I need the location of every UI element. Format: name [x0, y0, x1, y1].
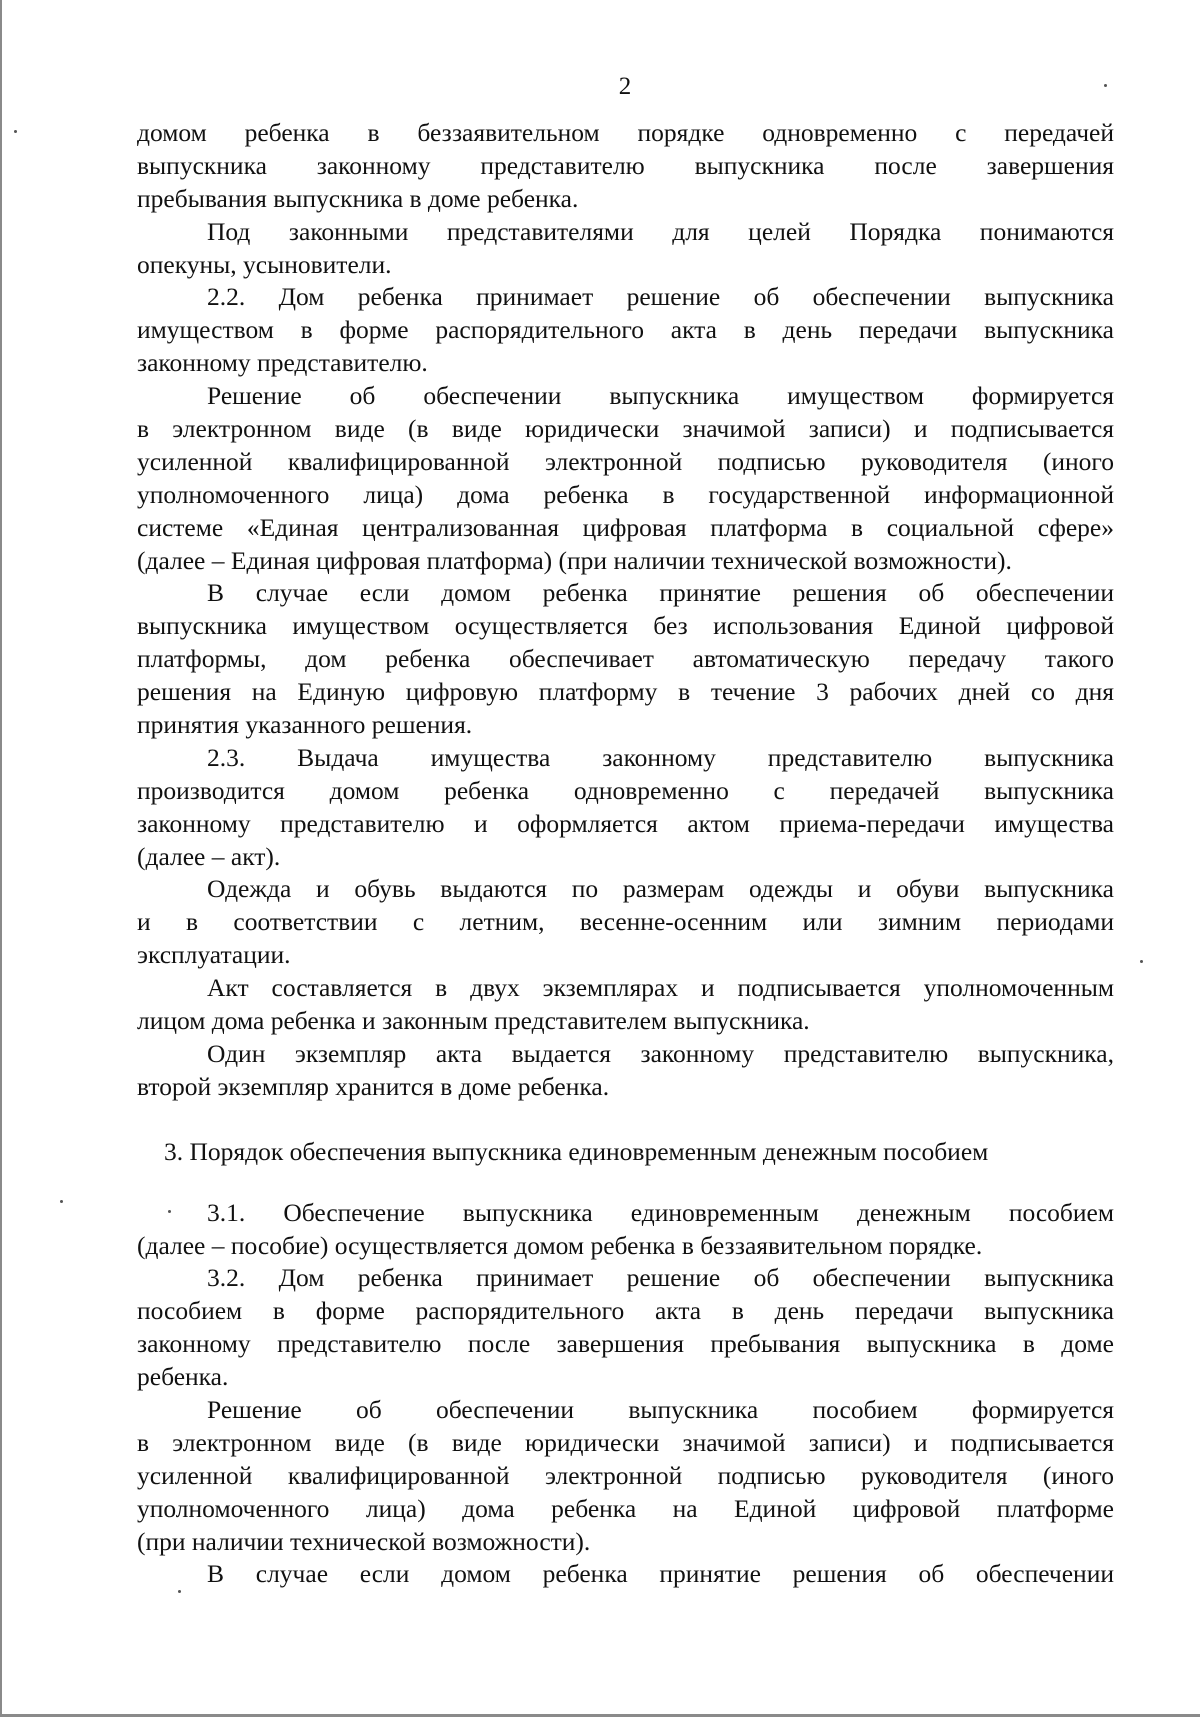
- paragraph: [137, 577, 1114, 741]
- text-line: ребенка.: [137, 1362, 229, 1392]
- text-line: платформы, дом ребенка обеспечивает автоматическую передачу такого: [137, 644, 1114, 674]
- text-line: имуществом в форме распорядительного акта в день передачи выпускника: [137, 315, 1114, 345]
- paragraph: [137, 1558, 1114, 1591]
- text-line: законному представителю после завершения пребывания выпускника в доме: [137, 1329, 1114, 1359]
- text-line: 3.2. Дом ребенка принимает решение об обеспечении выпускника: [207, 1263, 1114, 1293]
- text-line: выпускника имуществом осуществляется без использования Единой цифровой: [137, 611, 1114, 641]
- text-line: усиленной квалифицированной электронной подписью руководителя (иного: [137, 1460, 1114, 1490]
- paragraph: [137, 117, 1114, 216]
- scan-edge-left: [0, 0, 2, 1717]
- text-line: (далее – Единая цифровая платформа) (при наличии технической возможности).: [137, 545, 1012, 575]
- paragraph: [137, 380, 1114, 577]
- text-line: 3.1. Обеспечение выпускника единовременным денежным пособием: [207, 1197, 1114, 1227]
- text-line: выпускника законному представителю выпускника после завершения: [137, 150, 1114, 180]
- scan-speck: [14, 130, 17, 133]
- spacer: [137, 1104, 1114, 1136]
- paragraph: [137, 1262, 1114, 1394]
- text-line: Под законными представителями для целей Порядка понимаются: [207, 216, 1114, 246]
- text-line: уполномоченного лица) дома ребенка в государственной информационной: [137, 479, 1114, 509]
- text-line: решения на Единую цифровую платформу в течение 3 рабочих дней со дня: [137, 677, 1114, 707]
- text-line: (далее – акт).: [137, 841, 281, 871]
- text-line: (при наличии технической возможности).: [137, 1526, 591, 1556]
- text-line: уполномоченного лица) дома ребенка на Единой цифровой платформе: [137, 1493, 1114, 1523]
- paragraph: [137, 972, 1114, 1038]
- text-line: Решение об обеспечении выпускника имуществом формируется: [207, 381, 1114, 411]
- text-line: Один экземпляр акта выдается законному представителю выпускника,: [207, 1038, 1114, 1068]
- text-line: в электронном виде (в виде юридически значимой записи) и подписывается: [137, 414, 1114, 444]
- document-body: [137, 117, 1114, 1591]
- text-line: законному представителю и оформляется актом приема-передачи имущества: [137, 808, 1114, 838]
- text-line: пособием в форме распорядительного акта в день передачи выпускника: [137, 1296, 1114, 1326]
- text-line: (далее – пособие) осуществляется домом ребенка в беззаявительном порядке.: [137, 1230, 983, 1260]
- text-line: Акт составляется в двух экземплярах и подписывается уполномоченным: [207, 973, 1114, 1003]
- text-line: принятия указанного решения.: [137, 710, 473, 740]
- text-line: опекуны, усыновители.: [137, 249, 392, 279]
- text-line: в электронном виде (в виде юридически значимой записи) и подписывается: [137, 1427, 1114, 1457]
- page-number: 2: [618, 73, 632, 100]
- text-line: второй экземпляр хранится в доме ребенка.: [137, 1071, 610, 1101]
- scan-speck: [1104, 84, 1107, 87]
- text-line: Одежда и обувь выдаются по размерам одежды и обуви выпускника: [207, 874, 1114, 904]
- scan-speck: [60, 1200, 63, 1203]
- text-line: и в соответствии с летним, весенне-осенним или зимним периодами: [137, 907, 1114, 937]
- paragraph: [137, 1038, 1114, 1104]
- scan-speck: [178, 1590, 181, 1593]
- paragraph: [137, 1197, 1114, 1263]
- text-line: эксплуатации.: [137, 940, 291, 970]
- text-line: домом ребенка в беззаявительном порядке одновременно с передачей: [137, 118, 1114, 147]
- paragraph: [137, 281, 1114, 380]
- text-line: пребывания выпускника в доме ребенка.: [137, 183, 579, 213]
- paragraph: [137, 873, 1114, 972]
- text-line: Решение об обеспечении выпускника пособием формируется: [207, 1394, 1114, 1424]
- text-line: лицом дома ребенка и законным представителем выпускника.: [137, 1006, 810, 1036]
- section-heading: 3. Порядок обеспечения выпускника единовременным денежным пособием: [164, 1136, 989, 1166]
- text-line: В случае если домом ребенка принятие решения об обеспечении: [207, 1559, 1114, 1589]
- scan-speck: [168, 1210, 171, 1213]
- paragraph: [137, 1394, 1114, 1558]
- text-line: усиленной квалифицированной электронной подписью руководителя (иного: [137, 446, 1114, 476]
- paragraph: [137, 742, 1114, 874]
- text-line: законному представителю.: [137, 348, 428, 378]
- text-line: 2.3. Выдача имущества законному представителю выпускника: [207, 742, 1114, 772]
- text-line: системе «Единая централизованная цифровая платформа в социальной сфере»: [137, 512, 1114, 542]
- paragraph: [137, 216, 1114, 282]
- text-line: производится домом ребенка одновременно с передачей выпускника: [137, 775, 1114, 805]
- spacer: [137, 1169, 1114, 1197]
- scan-speck: [1140, 960, 1143, 963]
- text-line: В случае если домом ребенка принятие решения об обеспечении: [207, 578, 1114, 608]
- text-line: 2.2. Дом ребенка принимает решение об обеспечении выпускника: [207, 282, 1114, 312]
